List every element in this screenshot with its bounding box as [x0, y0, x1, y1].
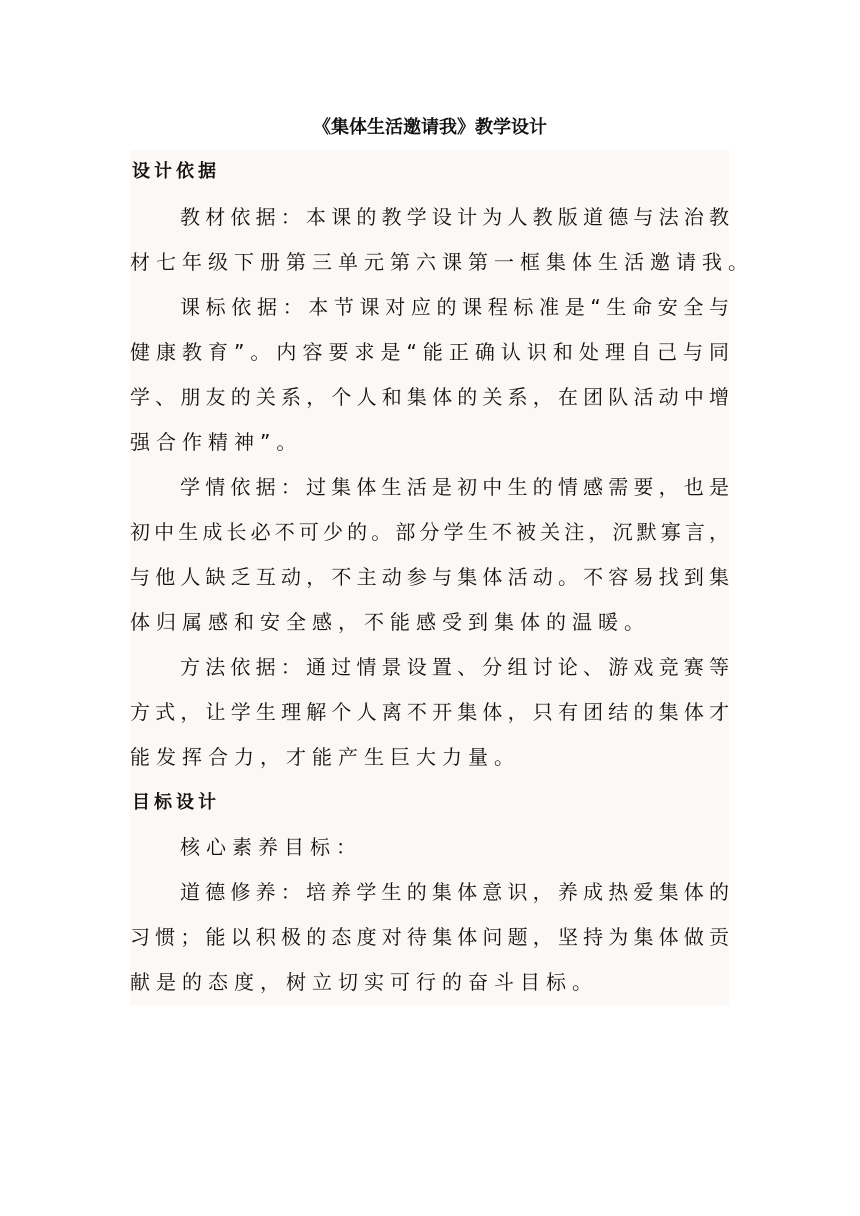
paragraph-core-literacy-goal: [130, 825, 729, 870]
document-title: 《集体生活邀请我》教学设计: [313, 117, 547, 138]
paragraph-line: 学情依据：过集体生活是初中生的情感需要，也是: [180, 475, 729, 499]
paragraph-line: 方式，让学生理解个人离不开集体，只有团结的集体才: [130, 700, 729, 724]
paragraph-curriculum-basis: [130, 285, 729, 465]
paragraph-line: 强合作精神”。: [130, 430, 303, 454]
paragraph-line: 材七年级下册第三单元第六课第一框集体生活邀请我。: [130, 250, 754, 274]
paragraph-line: 学、朋友的关系，个人和集体的关系，在团队活动中增: [130, 385, 729, 409]
paragraph-line: 教材依据：本课的教学设计为人教版道德与法治教: [180, 205, 729, 229]
paragraph-line: 课标依据：本节课对应的课程标准是“生命安全与: [180, 295, 729, 319]
paragraph-line: 习惯；能以积极的态度对待集体问题，坚持为集体做贡: [130, 925, 729, 949]
paragraph-line: 核心素养目标：: [180, 835, 362, 859]
paragraph-method-basis: [130, 645, 729, 780]
paragraph-line: 道德修养：培养学生的集体意识，养成热爱集体的: [180, 880, 729, 904]
paragraph-line: 与他人缺乏互动，不主动参与集体活动。不容易找到集: [130, 565, 729, 589]
paragraph-student-basis: [130, 465, 729, 645]
paragraph-line: 健康教育”。内容要求是“能正确认识和处理自己与同: [130, 340, 729, 364]
section-heading-design-basis: 设计依据: [132, 161, 220, 182]
document-body: [130, 150, 754, 1005]
paragraph-line: 初中生成长必不可少的。部分学生不被关注，沉默寡言，: [130, 520, 729, 544]
paragraph-line: 献是的态度，树立切实可行的奋斗目标。: [130, 970, 598, 994]
paragraph-textbook-basis: [130, 195, 754, 285]
paragraph-line: 能发挥合力，才能产生巨大力量。: [130, 745, 520, 769]
section-heading-goal-design: 目标设计: [132, 792, 220, 813]
paragraph-moral-cultivation: [130, 870, 729, 1005]
paragraph-line: 方法依据：通过情景设置、分组讨论、游戏竞赛等: [180, 655, 729, 679]
paragraph-line: 体归属感和安全感，不能感受到集体的温暖。: [130, 610, 650, 634]
